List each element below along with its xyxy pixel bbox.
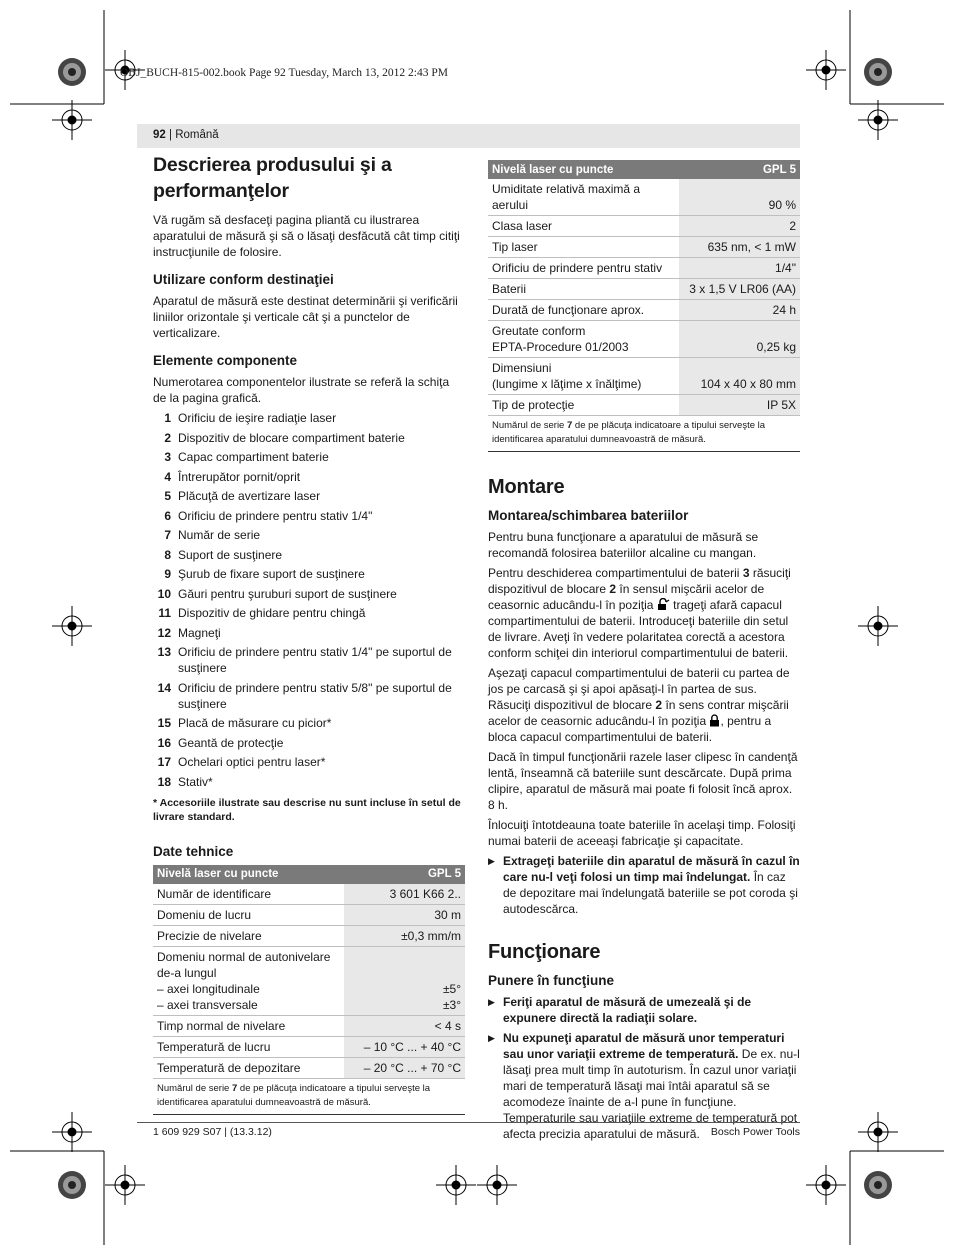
list-item [153, 410, 465, 426]
list-item [153, 547, 465, 563]
list-item [153, 527, 465, 543]
row-label: Timp normal de nivelare [153, 1015, 344, 1036]
table-row [153, 1015, 465, 1036]
item-label: Orificiu de ieşire radiaţie laser [178, 411, 337, 425]
item-label: Capac compartiment baterie [178, 450, 329, 464]
bullet-triangle-icon: ▶ [488, 997, 495, 1007]
table-note: Numărul de serie 7 de pe plăcuţa indicatoare a tipului serveşte la identificarea aparatului dumneavoastră de măsură. [153, 1078, 465, 1114]
section-title-description: Descrierea produsului şi a performanţelor [153, 154, 392, 202]
row-label: Greutate conform EPTA-Procedure 01/2003 [488, 321, 679, 358]
list-item [153, 586, 465, 602]
accessories-note: * Accesoriile ilustrate sau descrise nu sunt incluse în setul de livrare standard. [153, 796, 461, 823]
item-number: 3 [164, 450, 171, 464]
item-number: 12 [157, 625, 171, 640]
item-number: 7 [164, 528, 171, 542]
intro-paragraph: Vă rugăm să desfaceţi pagina pliantă cu ilustrarea aparatului de măsură şi să o lăsaţi desfăcută cât timp citiţi instrucţiunile de folosire. [153, 213, 460, 259]
battery-paragraph-5: Înlocuiţi întotdeauna toate bateriile în acelaşi timp. Folosiţi numai baterii de aceeaşi fabricaţie şi capacitate. [488, 818, 796, 848]
heading-start-up: Punere în funcţiune [488, 973, 615, 988]
battery-paragraph-1: Pentru buna funcţionare a aparatului de măsură se recomandă folosirea bateriilor alcaline cu mangan. [488, 530, 759, 560]
item-label: Număr de serie [178, 528, 261, 542]
table-row [153, 946, 465, 1015]
table-row [153, 1057, 465, 1078]
row-label: Domeniu de lucru [153, 904, 344, 925]
start-warning-2: ▶ Nu expuneţi aparatul de măsură unor temperaturi sau unor variaţii extreme de temperatură. De ex. nu-l lăsaţi prea mult timp în autoturism. În cazul unor variaţii mari de temperatură lăsaţi mai întâi aparatul să se acomodeze înainte de a-l pune în funcţiune. Temperaturile sau variaţiile extreme de temperatură pot afecta precizia aparatului de măsură. [488, 1031, 800, 1141]
table-row [153, 1036, 465, 1057]
list-item [153, 508, 465, 524]
list-item [153, 754, 465, 770]
table-note: Numărul de serie 7 de pe plăcuţa indicatoare a tipului serveşte la identificarea aparatului dumneavoastră de măsură. [488, 416, 800, 452]
list-item [153, 680, 465, 712]
tech-data-table-right [488, 160, 800, 452]
table-row [488, 395, 800, 416]
list-item [153, 566, 465, 582]
table-head-label: Nivelă laser cu puncte [488, 160, 679, 179]
item-number: 6 [164, 508, 171, 523]
table-head-value: GPL 5 [344, 865, 465, 884]
row-label: Tip de protecţie [488, 395, 679, 416]
locked-icon [709, 714, 720, 727]
components-intro: Numerotarea componentelor ilustrate se referă la schiţa de la pagina grafică. [153, 375, 450, 405]
item-number: 13 [157, 645, 171, 659]
row-value: 3 x 1,5 V LR06 (AA) [679, 279, 800, 300]
item-number: 10 [157, 586, 171, 601]
table-row [153, 884, 465, 905]
row-label: Clasa laser [488, 216, 679, 237]
row-label: Baterii [488, 279, 679, 300]
page-language: Română [175, 129, 219, 141]
row-value: 0,25 kg [679, 321, 800, 358]
item-number: 5 [164, 489, 171, 503]
row-value: 2 [679, 216, 800, 237]
table-note-row [488, 416, 800, 452]
row-value: ±5° ±3° [344, 946, 465, 1015]
row-value: IP 5X [679, 395, 800, 416]
row-value: ±0,3 mm/m [344, 925, 465, 946]
item-number: 15 [157, 716, 171, 730]
page-header-bar [137, 124, 800, 148]
item-label: Geantă de protecţie [178, 735, 284, 750]
heading-components: Elemente componente [153, 353, 298, 368]
row-label: Temperatură de lucru [153, 1036, 344, 1057]
row-value: < 4 s [344, 1015, 465, 1036]
list-item [153, 449, 465, 465]
table-row [488, 258, 800, 279]
row-value: 1/4" [679, 258, 800, 279]
left-column [153, 152, 465, 1115]
row-value: 90 % [679, 179, 800, 216]
heading-intended-use: Utilizare conform destinaţiei [153, 272, 334, 287]
footer-brand: Bosch Power Tools [710, 1126, 800, 1138]
item-label: Orificiu de prindere pentru stativ 1/4" [178, 508, 373, 523]
list-item [153, 774, 465, 790]
row-label: Tip laser [488, 237, 679, 258]
print-info-line: OBJ_BUCH-815-002.book Page 92 Tuesday, March 13, 2012 2:43 PM [120, 67, 448, 79]
item-label: Întrerupător pornit/oprit [178, 469, 301, 484]
unlocked-icon [657, 598, 670, 611]
heading-battery: Montarea/schimbarea bateriilor [488, 508, 689, 523]
row-value: 30 m [344, 904, 465, 925]
item-number: 8 [164, 547, 171, 562]
item-label: Orificiu de prindere pentru stativ 1/4" pe suportul de susţinere [178, 645, 452, 675]
footer-rule [137, 1122, 800, 1123]
row-value: – 10 °C ... + 40 °C [344, 1036, 465, 1057]
row-value: 24 h [679, 300, 800, 321]
item-number: 4 [164, 469, 171, 484]
tech-data-table-left [153, 865, 465, 1115]
page-header: 92 | Română [153, 129, 219, 141]
item-number: 9 [164, 567, 171, 581]
table-row [488, 358, 800, 395]
item-number: 17 [157, 755, 171, 769]
footer-doc-number: 1 609 929 S07 | (13.3.12) [153, 1126, 272, 1138]
heading-tech-data: Date tehnice [153, 843, 234, 859]
item-label: Şurub de fixare suport de susţinere [178, 567, 365, 581]
table-head-label: Nivelă laser cu puncte [153, 865, 344, 884]
item-label: Suport de susţinere [178, 547, 283, 562]
right-column [488, 160, 800, 1146]
battery-paragraph-4: Dacă în timpul funcţionării razele laser clipesc în candenţă lentă, înseamnă că bateriile sunt descărcate. După prima clipire, aparatul de măsură mai poate fi folosit încă aprox. 8 h. [488, 750, 798, 812]
list-item [153, 625, 465, 641]
table-note-row [153, 1078, 465, 1114]
row-label: Temperatură de depozitare [153, 1057, 344, 1078]
table-head-value: GPL 5 [679, 160, 800, 179]
list-item [153, 644, 465, 676]
table-row [153, 904, 465, 925]
row-value: 3 601 K66 2.. [344, 884, 465, 905]
item-number: 16 [157, 735, 171, 750]
row-value: 104 x 40 x 80 mm [679, 358, 800, 395]
table-row [488, 237, 800, 258]
components-list [153, 410, 465, 790]
row-label: Precizie de nivelare [153, 925, 344, 946]
list-item [153, 715, 465, 731]
table-row [488, 300, 800, 321]
table-row [488, 179, 800, 216]
page-number: 92 [153, 129, 166, 141]
row-label: Număr de identificare [153, 884, 344, 905]
row-label: Umiditate relativă maximă a aerului [488, 179, 679, 216]
start-warning-1: ▶ Feriţi aparatul de măsură de umezeală şi de expunere directă la radiaţii solare. [488, 995, 752, 1025]
item-number: 18 [157, 774, 171, 789]
item-number: 2 [164, 430, 171, 445]
item-label: Ochelari optici pentru laser* [178, 755, 326, 769]
item-label: Magneţi [178, 625, 221, 640]
row-label: Dimensiuni (lungime x lăţime x înălţime) [488, 358, 679, 395]
row-label: Orificiu de prindere pentru stativ [488, 258, 679, 279]
row-label: Domeniu normal de autonivelare de-a lungul – axei longitudinale – axei transversale [153, 946, 344, 1015]
list-item [153, 430, 465, 446]
row-value: – 20 °C ... + 70 °C [344, 1057, 465, 1078]
bullet-triangle-icon: ▶ [488, 856, 495, 866]
item-label: Placă de măsurare cu picior* [178, 716, 332, 730]
list-item [153, 735, 465, 751]
intended-use-text: Aparatul de măsură este destinat determinării şi verificării liniilor orizontale şi verticale cât şi a punctelor de verticalizare. [153, 294, 458, 340]
item-label: Plăcuţă de avertizare laser [178, 489, 321, 503]
row-label: Durată de funcţionare aprox. [488, 300, 679, 321]
item-label: Găuri pentru şuruburi suport de susţinere [178, 586, 397, 601]
item-number: 14 [157, 680, 171, 695]
list-item [153, 488, 465, 504]
bullet-triangle-icon: ▶ [488, 1033, 495, 1043]
table-row [153, 925, 465, 946]
battery-warning: ▶ Extrageţi bateriile din aparatul de măsură în cazul în care nu-l veţi folosi un timp mai îndelungat. În caz de depozitare mai îndelungată bateriile se pot coroda şi autodescărca. [488, 854, 800, 916]
item-number: 1 [164, 411, 171, 425]
row-value: 635 nm, < 1 mW [679, 237, 800, 258]
table-row [488, 321, 800, 358]
item-label: Dispozitiv de ghidare pentru chingă [178, 606, 366, 620]
list-item [153, 605, 465, 621]
list-item [153, 469, 465, 485]
table-row [488, 216, 800, 237]
table-row [488, 279, 800, 300]
item-label: Dispozitiv de blocare compartiment baterie [178, 430, 405, 445]
section-title-assembly: Montare [488, 476, 565, 498]
item-number: 11 [158, 606, 171, 620]
battery-paragraph-3: Aşezaţi capacul compartimentului de baterii cu partea de jos pe carcasă şi şi apoi apăsaţi-l în partea de sus. Răsuciţi dispozitivul de blocare 2 în sens contrar mişcării acelor de ceasornic aducându-l în poziţia , pentru a bloca capacul compartimentului de baterii. [488, 666, 790, 744]
item-label: Orificiu de prindere pentru stativ 5/8" pe suportul de susţinere [178, 680, 452, 711]
item-label: Stativ* [178, 774, 213, 789]
battery-paragraph-2: Pentru deschiderea compartimentului de baterii 3 răsuciţi dispozitivul de blocare 2 în sensul mişcării acelor de ceasornic aducându-l în poziţia trageţi afară capacul compartimentului de baterii. Introduceţi bateriile din setul de livrare. Aveţi în vedere polaritatea corectă a acestora conform schiţei din interiorul compartimentului de baterii. [488, 566, 791, 660]
section-title-operation: Funcţionare [488, 941, 601, 963]
